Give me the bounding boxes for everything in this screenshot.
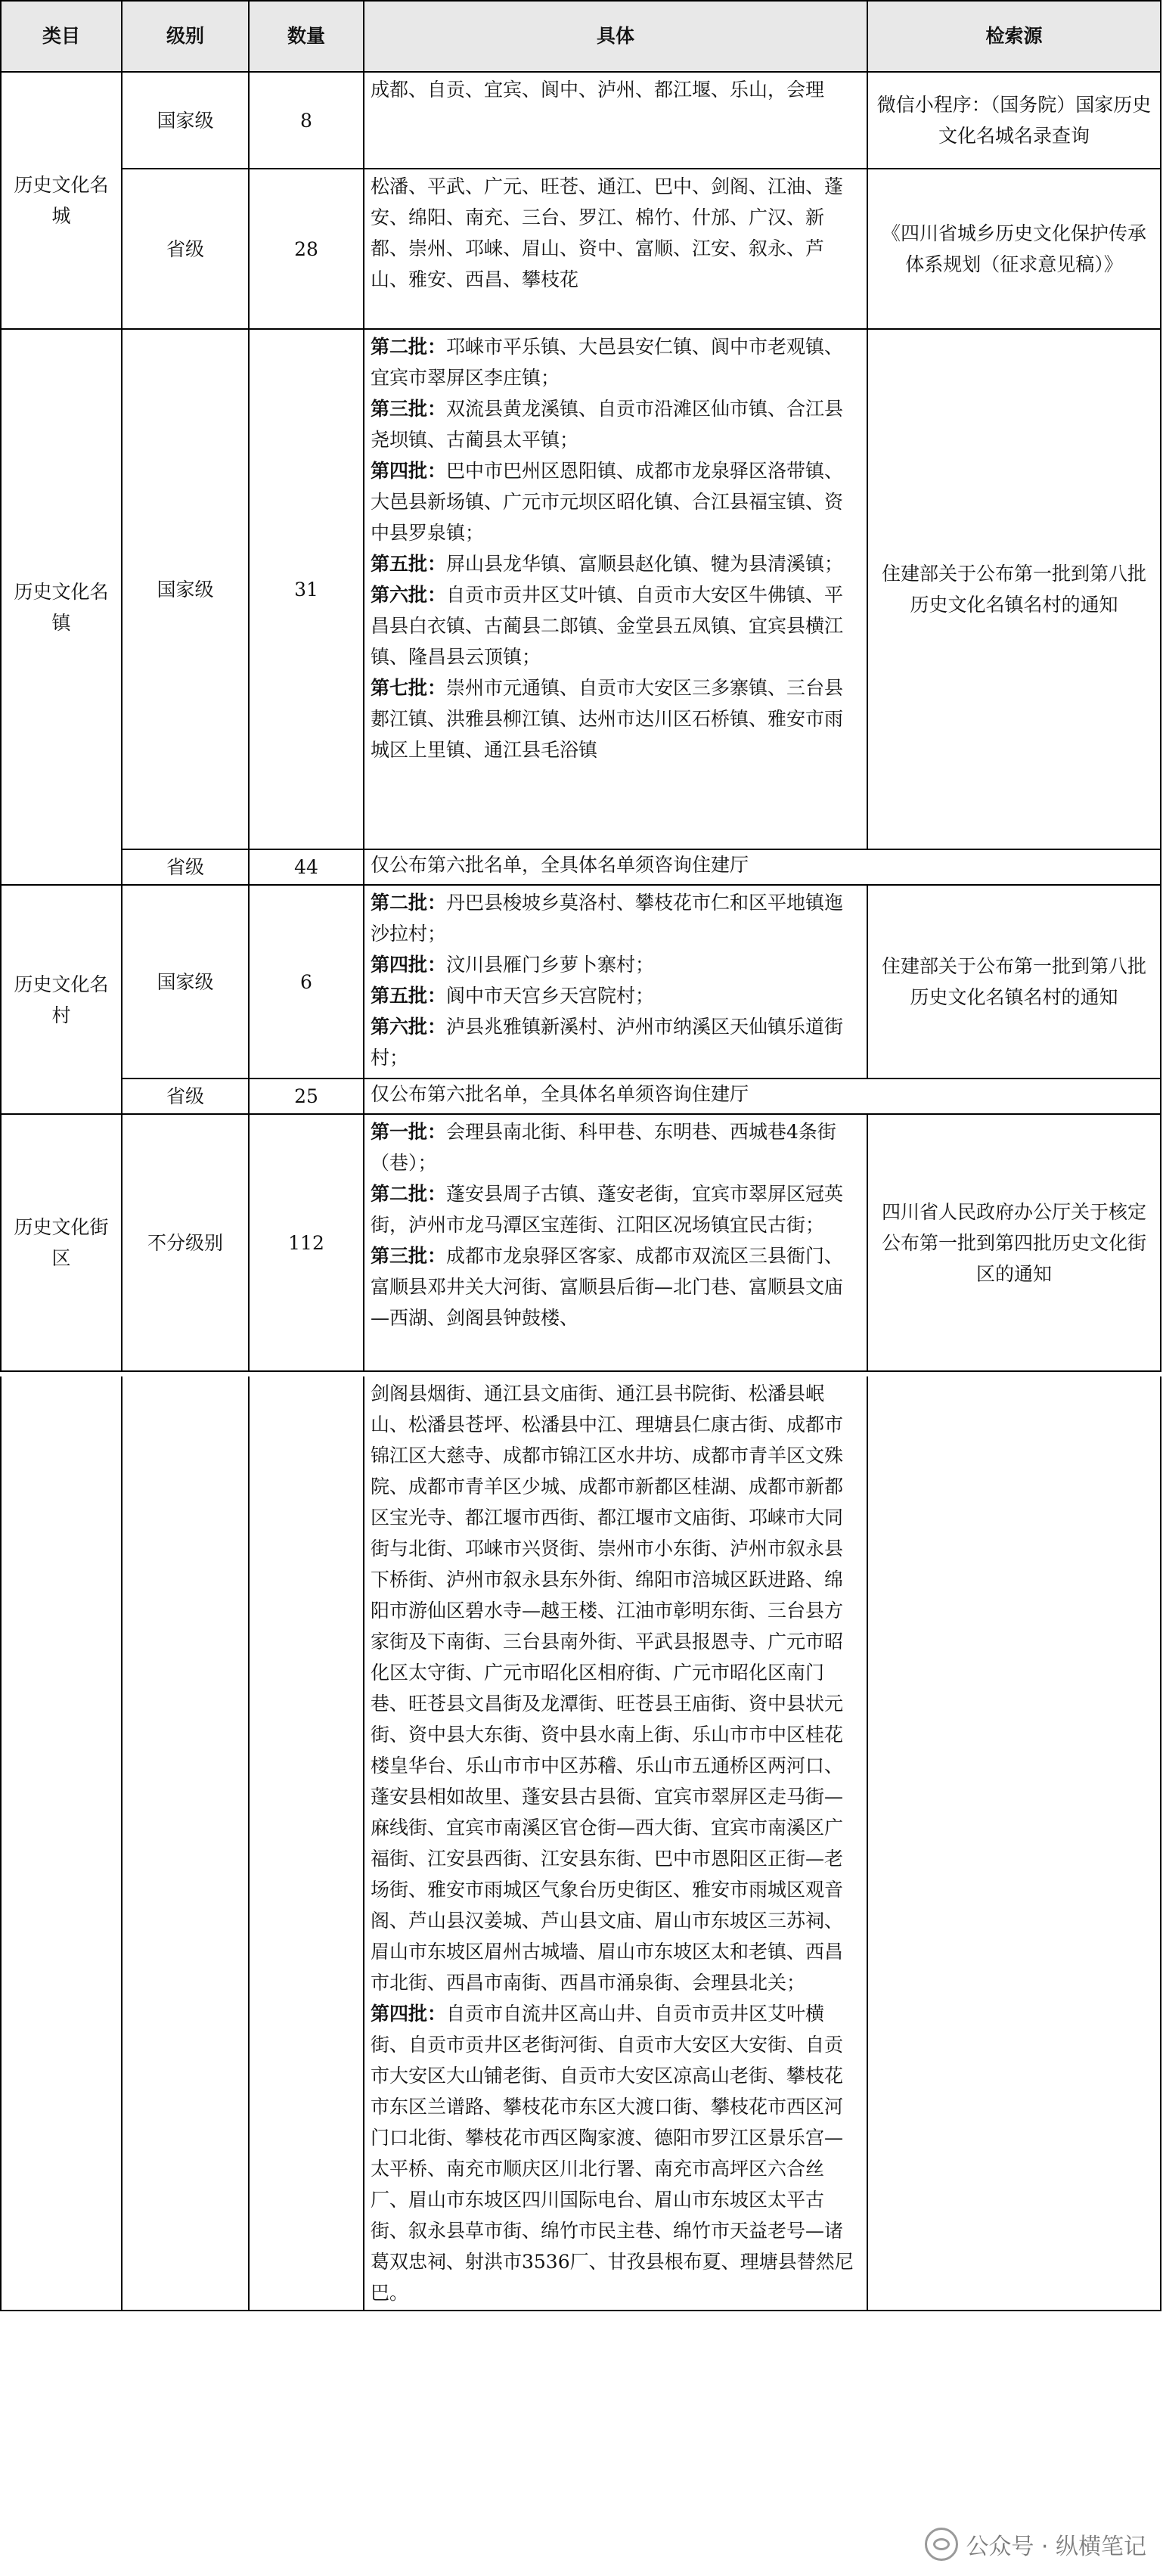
batch-text: 泸县兆雅镇新溪村、泸州市纳溪区天仙镇乐道街村； xyxy=(371,1016,844,1069)
source-cell: 四川省人民政府办公厅关于核定公布第一批到第四批历史文化街区的通知 xyxy=(867,1114,1161,1371)
batch-label: 第二批： xyxy=(371,892,447,914)
batch-entry xyxy=(371,887,861,949)
batch-label: 第二批： xyxy=(371,1183,447,1205)
detail-cell xyxy=(364,329,867,849)
category-cell: 历史文化名城 xyxy=(1,72,122,329)
detail-cell: 成都、自贡、宜宾、阆中、泸州、都江堰、乐山，会理 xyxy=(364,72,867,169)
source-cell: 住建部关于公布第一批到第八批历史文化名镇名村的通知 xyxy=(867,885,1161,1079)
header-detail: 具体 xyxy=(364,1,867,72)
table-row xyxy=(1,1114,1161,1371)
table-row xyxy=(1,885,1161,1079)
batch-text: 屏山县龙华镇、富顺县赵化镇、犍为县清溪镇； xyxy=(446,553,844,575)
watermark xyxy=(925,2528,1146,2561)
source-cell: 住建部关于公布第一批到第八批历史文化名镇名村的通知 xyxy=(867,329,1161,849)
detail-cell xyxy=(364,1114,867,1371)
header-category: 类目 xyxy=(1,1,122,72)
detail-cell: 松潘、平武、广元、旺苍、通江、巴中、剑阁、江油、蓬安、绵阳、南充、三台、罗江、棉竹、什邡、广汉、新都、崇州、邛崃、眉山、资中、富顺、江安、叙永、芦山、雅安、西昌、攀枝花 xyxy=(364,169,867,329)
source-cell: 微信小程序：（国务院）国家历史文化名城名录查询 xyxy=(867,72,1161,169)
count-cell: 112 xyxy=(249,1114,364,1371)
batch-text: 丹巴县梭坡乡莫洛村、攀枝花市仁和区平地镇迤沙拉村； xyxy=(371,892,844,945)
batch-text: 成都市龙泉驿区客家、成都市双流区三县衙门、富顺县邓井关大河街、富顺县后街—北门巷、富顺县文庙—西湖、剑阁县钟鼓楼、 xyxy=(371,1245,844,1329)
table-row xyxy=(1,1376,1161,2311)
count-cell: 31 xyxy=(249,329,364,849)
level-cell: 省级 xyxy=(122,1079,249,1114)
wechat-icon xyxy=(925,2528,958,2561)
batch-label: 第四批： xyxy=(371,460,447,482)
batch-entry xyxy=(371,548,861,579)
detail-cell: 仅公布第六批名单，全具体名单须咨询住建厅 xyxy=(364,849,1161,885)
detail-cell xyxy=(364,885,867,1079)
batch-entry xyxy=(371,579,861,672)
batch-entry xyxy=(371,1998,861,2308)
batch-text: 邛崃市平乐镇、大邑县安仁镇、阆中市老观镇、宜宾市翠屏区李庄镇； xyxy=(371,336,844,389)
category-cell: 历史文化街区 xyxy=(1,1114,122,1371)
batch-entry xyxy=(371,455,861,548)
count-cell: 8 xyxy=(249,72,364,169)
header-count: 数量 xyxy=(249,1,364,72)
level-cell: 省级 xyxy=(122,849,249,885)
batch-text: 会理县南北街、科甲巷、东明巷、西城巷4条街（巷）； xyxy=(371,1121,836,1174)
watermark-text: 公众号 · 纵横笔记 xyxy=(966,2534,1146,2560)
batch-text: 自贡市自流井区高山井、自贡市贡井区艾叶横街、自贡市贡井区老街河街、自贡市大安区大安街、自贡市大安区大山铺老街、自贡市大安区凉高山老街、攀枝花市东区兰谱路、攀枝花市东区大渡口街、攀枝花市西区河门口北街、攀枝花市西区陶家渡、德阳市罗江区景乐宫—太平桥、南充市顺庆区川北行署、南充市高坪区六合丝厂、眉山市东坡区四川国际电台、眉山市东坡区太平古街、叙永县草市街、绵竹市民主巷、绵竹市天益老号—诸葛双忠祠、射洪市3536厂、甘孜县根布夏、理塘县替然尼巴。 xyxy=(371,2003,854,2304)
batch-label: 第六批： xyxy=(371,1016,447,1038)
heritage-table-continued xyxy=(0,1376,1161,2311)
table-row xyxy=(1,72,1161,169)
count-cell: 44 xyxy=(249,849,364,885)
batch-label: 第七批： xyxy=(371,677,447,699)
level-cell: 国家级 xyxy=(122,72,249,169)
category-cell xyxy=(1,1376,122,2311)
batch-label: 第一批： xyxy=(371,1121,447,1143)
batch-label: 第四批： xyxy=(371,2003,447,2025)
table-header-row xyxy=(1,1,1161,72)
batch-label: 第三批： xyxy=(371,398,447,420)
source-cell xyxy=(867,1376,1161,2311)
batch-entry xyxy=(371,1116,861,1178)
detail-cell: 仅公布第六批名单，全具体名单须咨询住建厅 xyxy=(364,1079,1161,1114)
batch-entry xyxy=(371,980,861,1011)
table-row xyxy=(1,849,1161,885)
batch-entry xyxy=(371,1011,861,1073)
count-cell: 6 xyxy=(249,885,364,1079)
batch-label: 第六批： xyxy=(371,584,447,606)
batch-label: 第五批： xyxy=(371,985,447,1007)
detail-cell xyxy=(364,1376,867,2311)
batch-entry xyxy=(371,1178,861,1240)
batch-text: 蓬安县周子古镇、蓬安老街，宜宾市翠屏区冠英街，泸州市龙马潭区宝莲街、江阳区况场镇宜民古街； xyxy=(371,1183,844,1236)
count-cell xyxy=(249,1376,364,2311)
level-cell: 国家级 xyxy=(122,885,249,1079)
header-source: 检索源 xyxy=(867,1,1161,72)
batch-text: 巴中市巴州区恩阳镇、成都市龙泉驿区洛带镇、大邑县新场镇、广元市元坝区昭化镇、合江县福宝镇、资中县罗泉镇； xyxy=(371,460,844,544)
batch-label: 第二批： xyxy=(371,336,447,358)
batch-entry xyxy=(371,393,861,455)
batch-entry xyxy=(371,331,861,393)
batch-text: 阆中市天宫乡天宫院村； xyxy=(446,985,655,1007)
batch-entry xyxy=(371,672,861,765)
batch-text: 自贡市贡井区艾叶镇、自贡市大安区牛佛镇、平昌县白衣镇、古蔺县二郎镇、金堂县五凤镇、宜宾县横江镇、隆昌县云顶镇； xyxy=(371,584,844,668)
batch-entry xyxy=(371,1378,861,1998)
level-cell: 不分级别 xyxy=(122,1114,249,1371)
level-cell xyxy=(122,1376,249,2311)
batch-text: 汶川县雁门乡萝卜寨村； xyxy=(446,954,655,976)
table-row xyxy=(1,329,1161,849)
source-cell: 《四川省城乡历史文化保护传承体系规划（征求意见稿）》 xyxy=(867,169,1161,329)
batch-entry xyxy=(371,949,861,980)
level-cell: 省级 xyxy=(122,169,249,329)
batch-text: 双流县黄龙溪镇、自贡市沿滩区仙市镇、合江县尧坝镇、古蔺县太平镇； xyxy=(371,398,844,451)
batch-text: 崇州市元通镇、自贡市大安区三多寨镇、三台县郪江镇、洪雅县柳江镇、达州市达川区石桥镇、雅安市雨城区上里镇、通江县毛浴镇 xyxy=(371,677,844,761)
batch-label: 第三批： xyxy=(371,1245,447,1267)
batch-entry xyxy=(371,1240,861,1333)
batch-label: 第四批： xyxy=(371,954,447,976)
level-cell: 国家级 xyxy=(122,329,249,849)
batch-text: 剑阁县烟街、通江县文庙街、通江县书院街、松潘县岷山、松潘县苍坪、松潘县中江、理塘县仁康古街、成都市锦江区大慈寺、成都市锦江区水井坊、成都市青羊区文殊院、成都市青羊区少城、成都市新都区桂湖、成都市新都区宝光寺、都江堰市西街、都江堰市文庙街、邛崃市大同街与北街、邛崃市兴贤街、崇州市小东街、泸州市叙永县下桥街、泸州市叙永县东外街、绵阳市涪城区跃进路、绵阳市游仙区碧水寺—越王楼、江油市彰明东街、三台县方家街及下南街、三台县南外街、平武县报恩寺、广元市昭化区太守街、广元市昭化区相府街、广元市昭化区南门巷、旺苍县文昌街及龙潭街、旺苍县王庙街、资中县状元街、资中县大东街、资中县水南上街、乐山市市中区桂花楼皇华台、乐山市市中区苏稽、乐山市五通桥区两河口、蓬安县相如故里、蓬安县古县衙、宜宾市翠屏区走马街—麻线街、宜宾市南溪区官仓街—西大街、宜宾市南溪区广福街、江安县西街、江安县东街、巴中市恩阳区正街—老场街、雅安市雨城区气象台历史街区、雅安市雨城区观音阁、芦山县汉姜城、芦山县文庙、眉山市东坡区三苏祠、眉山市东坡区眉州古城墙、眉山市东坡区太和老镇、西昌市北街、西昌市南街、西昌市涌泉街、会理县北关； xyxy=(371,1383,844,1994)
count-cell: 25 xyxy=(249,1079,364,1114)
header-level: 级别 xyxy=(122,1,249,72)
category-cell: 历史文化名村 xyxy=(1,885,122,1114)
table-row xyxy=(1,169,1161,329)
category-cell: 历史文化名镇 xyxy=(1,329,122,885)
table-row xyxy=(1,1079,1161,1114)
count-cell: 28 xyxy=(249,169,364,329)
batch-label: 第五批： xyxy=(371,553,447,575)
